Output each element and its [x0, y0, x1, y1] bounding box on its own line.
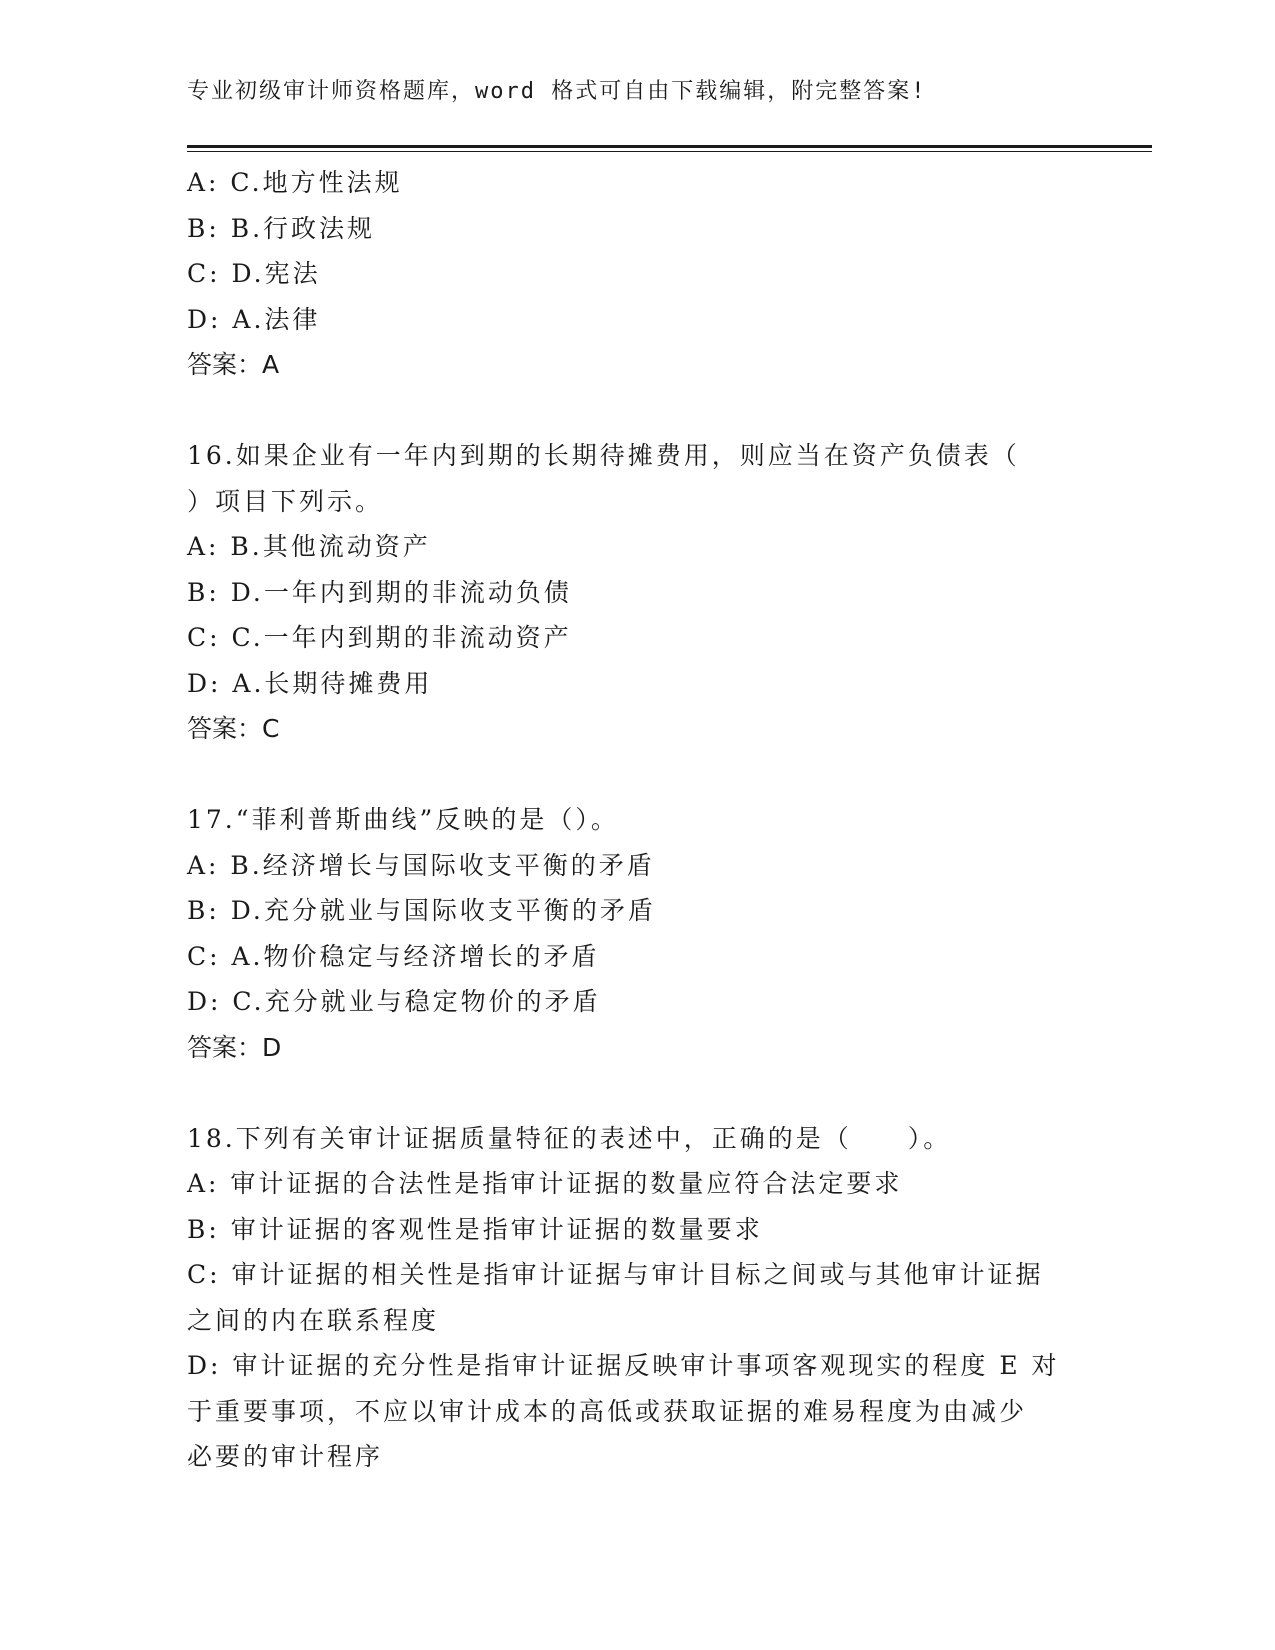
option-line: A: 审计证据的合法性是指审计证据的数量应符合法定要求 — [187, 1169, 903, 1198]
question-stem: 17.“菲利普斯曲线”反映的是（）。 — [187, 805, 619, 834]
option-line: C: D.宪法 — [187, 259, 321, 288]
option-line: A: C.地方性法规 — [187, 168, 403, 197]
option-line: B: B.行政法规 — [187, 213, 376, 243]
page-header-title: 专业初级审计师资格题库，word 格式可自由下载编辑，附完整答案! — [187, 79, 927, 104]
answer-line: 答案：D — [187, 1032, 282, 1062]
header-rule-thin — [187, 151, 1152, 152]
question-stem: 18.下列有关审计证据质量特征的表述中，正确的是（ ）。 — [187, 1123, 952, 1153]
answer-line: 答案：C — [187, 714, 280, 743]
option-line: B: D.充分就业与国际收支平衡的矛盾 — [187, 896, 656, 925]
question-block-17 — [187, 797, 1087, 1070]
question-block-16 — [187, 433, 1087, 752]
option-line: B: 审计证据的客观性是指审计证据的数量要求 — [187, 1214, 763, 1244]
option-line-continued: 于重要事项，不应以审计成本的高低或获取证据的难易程度为由减少 — [187, 1396, 1028, 1426]
option-line: C: C.一年内到期的非流动资产 — [187, 623, 572, 652]
block-spacer — [187, 388, 1087, 434]
option-line: A: B.其他流动资产 — [187, 532, 431, 561]
header-rule-thick — [187, 145, 1152, 148]
question-stem: ）项目下列示。 — [187, 486, 384, 516]
question-content — [187, 160, 1087, 1480]
option-line: C: A.物价稳定与经济增长的矛盾 — [187, 941, 600, 971]
block-spacer — [187, 752, 1087, 798]
option-line: D: A.长期待摊费用 — [187, 668, 433, 698]
option-line-continued: 必要的审计程序 — [187, 1442, 384, 1471]
option-line: D: C.充分就业与稳定物价的矛盾 — [187, 987, 601, 1016]
question-stem: 16.如果企业有一年内到期的长期待摊费用，则应当在资产负债表（ — [187, 441, 1020, 470]
option-line: D: 审计证据的充分性是指审计证据反映审计事项客观现实的程度 E 对 — [187, 1351, 1060, 1380]
question-block-18 — [187, 1116, 1087, 1480]
question-block-15 — [187, 160, 1087, 388]
option-line-continued: 之间的内在联系程度 — [187, 1305, 440, 1335]
option-line: D: A.法律 — [187, 304, 321, 334]
option-line: A: B.经济增长与国际收支平衡的矛盾 — [187, 850, 655, 880]
block-spacer — [187, 1070, 1087, 1116]
option-line: B: D.一年内到期的非流动负债 — [187, 577, 572, 607]
answer-line: 答案：A — [187, 350, 280, 379]
option-line: C: 审计证据的相关性是指审计证据与审计目标之间或与其他审计证据 — [187, 1260, 1044, 1289]
